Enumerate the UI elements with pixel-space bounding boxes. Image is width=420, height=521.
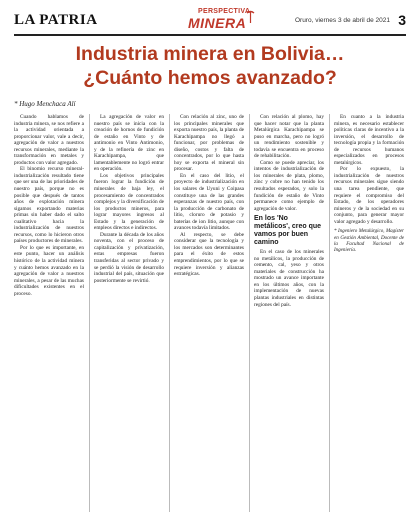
author-note: * Ingeniero Metalúrgico, Magíster en Gestión Ambiental, Docente de la Facultad Nacional de Ingeniería. — [334, 229, 404, 253]
paragraph: En el caso de los minerales no metálicos, la producción de cemento, cal, yeso y otros materiales de construcción ha mostrado un avance importante en los últimos años, con la implementación de nuevas plantas industriales en distintas regiones del país. — [254, 249, 324, 308]
paragraph: Cuando hablamos de industria minera, se nos refiere a la actividad orientada a proporcionar valor, vale a decir, agregación de valor a nuestros recursos minerales, mediante la transformación en metales y productos con valor agregado. — [14, 114, 84, 166]
text-column-3 — [174, 114, 244, 512]
paragraph: En cuanto a la industria minera, es necesario establecer políticas claras de incentivo a la inversión, el desarrollo de tecnología propia y la formación de recursos humanos especializados en procesos metalúrgicos. — [334, 114, 404, 166]
paragraph: El binomio recurso mineral-industrialización resultado tiene que ser una de las prioridades de nuestro país, porque no es posible que después de tantos años de explotación minera sigamos exportando materias primas sin haber dado el salto cualitativo hacia la industrialización de nuestros recursos, como lo hicieron otros países productores de minerales. — [14, 166, 84, 245]
masthead-rule — [14, 34, 406, 36]
paragraph: La agregación de valor en nuestro país se inicia con la creación de hornos de fundición de estaño en Vinto y de antimonio en Vinto Antimonio, y de la refinería de zinc en Karachipampa, que lamentablemente no logró entrar en operación. — [94, 114, 164, 173]
section-logo-small-text: PERSPECTIVA — [198, 8, 251, 15]
headline-line-1: Industria minera en Bolivia… — [75, 43, 345, 65]
page-number: 3 — [398, 12, 406, 28]
section-logo-big-text: MINERA — [188, 15, 247, 31]
article-body — [14, 114, 406, 512]
column-divider — [329, 114, 330, 512]
text-column-1 — [14, 114, 84, 512]
dateline: Oruro, viernes 3 de abril de 2021 — [294, 17, 390, 24]
paragraph: Al respecto, se debe considerar que la tecnología y los mercados son determinantes para el éxito de estos emprendimientos, por lo que se requiere inversión y alianzas estratégicas. — [174, 231, 244, 278]
text-column-5 — [334, 114, 404, 512]
section-logo — [184, 8, 260, 34]
article-subheading: En los 'No metálicos', creo que vamos por buen camino — [254, 215, 322, 247]
paragraph: Con relación al plomo, hay que hacer notar que la planta Metalúrgica Karachipampa se puso en marcha, pero no logró un rendimiento sostenible y todavía se encuentra en proceso de rehabilitación. — [254, 114, 324, 160]
column-divider — [169, 114, 170, 512]
column-divider — [249, 114, 250, 512]
paragraph: Como se puede apreciar, los intentos de industrialización de los minerales de plata, plomo, zinc y cobre no han tenido los resultados esperados, y solo la fundición de estaño de Vinto permanece como ejemplo de agregación de valor. — [254, 159, 324, 212]
article-byline: * Hugo Menchaca Alí — [14, 100, 76, 108]
paragraph: En el caso del litio, el proyecto de industrialización en los salares de Uyuni y Coipasa constituye una de las grandes esperanzas de nuestro país, con la producción de carbonato de litio, cloruro de potasio y baterías de ion litio, aunque con avances todavía limitados. — [174, 172, 244, 232]
text-column-4 — [254, 114, 324, 512]
headline-line-2: ¿Cuánto hemos avanzado? — [83, 67, 337, 89]
masthead — [14, 8, 406, 31]
paragraph: Por lo expuesto, la industrialización de nuestros recursos minerales sigue siendo una tarea pendiente, que requiere el compromiso del Estado, de los operadores mineros y de la sociedad en su conjunto, para generar mayor valor agregado y desarrollo. — [334, 166, 404, 225]
pickaxe-icon — [246, 10, 255, 24]
article-headline — [14, 42, 406, 90]
paragraph: Por lo que es importante, en este punto, hacer un análisis histórico de la actividad minera y cuánto hemos avanzado en la agregación de valor a nuestros minerales, a pesar de las muchas dificultades existentes en el proceso. — [14, 244, 84, 297]
paragraph: Durante la década de los años noventa, con el proceso de capitalización y privatización, estas empresas fueron transferidas al sector privado y se perdió la visión de desarrollo industrial del país, situación que posteriormente se revirtió. — [94, 231, 164, 284]
newspaper-name: LA PATRIA — [14, 12, 98, 28]
paragraph: Los objetivos principales fueron lograr la fundición de minerales de baja ley, el procesamiento de concentrados complejos y la diversificación de los productos mineros, para lograr mayores ingresos al Estado y la generación de empleos directos e indirectos. — [94, 172, 164, 232]
paragraph: Con relación al zinc, uno de los principales minerales que exporta nuestro país, la planta de Karachipampa no llegó a funcionar, por problemas de diseño, costos y falta de concentrados, por lo que hasta hoy se exporta el mineral sin procesar. — [174, 114, 244, 173]
column-divider — [89, 114, 90, 512]
text-column-2 — [94, 114, 164, 512]
